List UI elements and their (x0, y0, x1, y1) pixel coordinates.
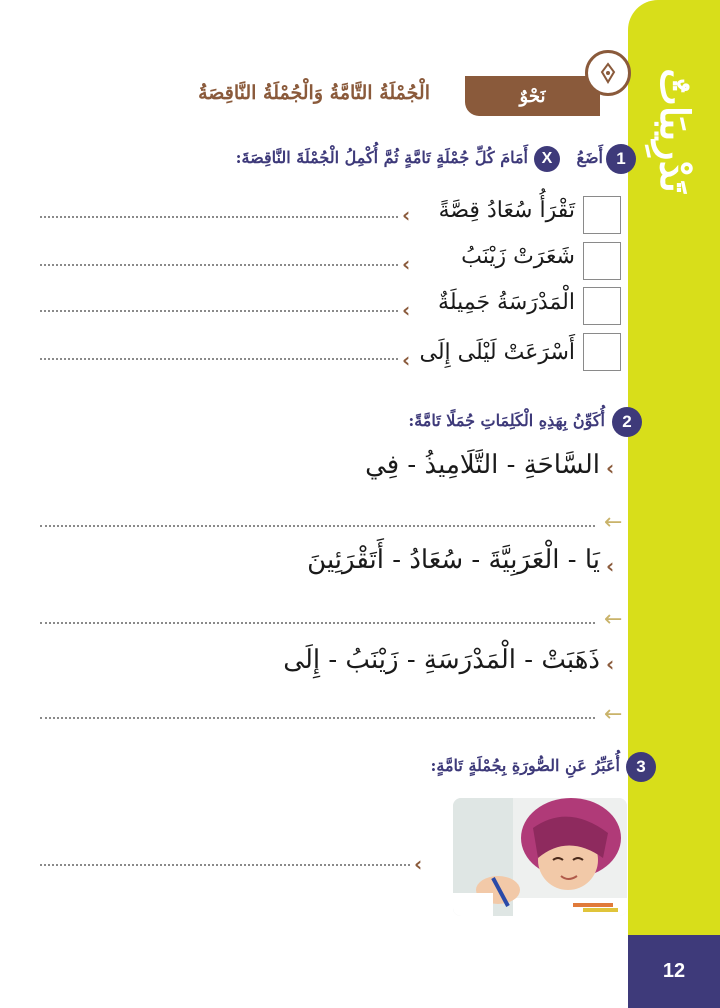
exercise-2-instruction: أُكَوِّنُ بِهَذِهِ الْكَلِمَاتِ جُمَلًا تَامَّةً: (408, 411, 605, 430)
exercise-1-instruction-start: أَضَعُ (576, 148, 603, 167)
chevron-left-icon: ‹ (402, 252, 411, 276)
x-mark-badge: X (534, 146, 560, 172)
chevron-left-icon: ‹ (402, 203, 411, 227)
pen-nib-icon (585, 50, 631, 96)
child-writing-photo (453, 798, 627, 916)
checkbox-3[interactable] (583, 287, 621, 325)
answer-line-6[interactable] (40, 622, 595, 624)
chevron-left-icon: ‹ (402, 298, 411, 322)
page-number: 12 (662, 960, 686, 982)
answer-line-5[interactable] (40, 525, 595, 527)
arrow-left-icon: ← (604, 510, 623, 535)
exercise-1-instruction: أَمَامَ كُلِّ جُمْلَةٍ تَامَّةٍ ثُمَّ أُكْمِلُ الْجُمْلَةَ النَّاقِصَةَ: (235, 148, 528, 167)
word-set-2: يَا - الْعَرَبِيَّةَ - سُعَادُ - أَتَقْرَئِينَ (307, 545, 600, 575)
answer-line-4[interactable] (40, 358, 398, 360)
word-set-1: السَّاحَةِ - التَّلَامِيذُ - فِي (365, 450, 600, 480)
chevron-left-icon: ‹ (606, 652, 615, 676)
word-set-3: ذَهَبَتْ - الْمَدْرَسَةِ - زَيْنَبُ - إِلَى (283, 645, 600, 675)
chevron-left-icon: ‹ (606, 456, 615, 480)
exercise-3-number: 3 (626, 752, 656, 782)
exercise-2-number: 2 (612, 407, 642, 437)
exercise-3-instruction: أُعَبِّرُ عَنِ الصُّورَةِ بِجُمْلَةٍ تَامَّةٍ: (430, 756, 620, 775)
sidebar-title: تَدْرِيبَاتٌ (650, 67, 698, 193)
answer-line-2[interactable] (40, 264, 398, 266)
answer-line-3[interactable] (40, 310, 398, 312)
arrow-left-icon: ← (604, 607, 623, 632)
sentence-2: شَعَرَتْ زَيْنَبُ (461, 244, 575, 269)
answer-line-1[interactable] (40, 216, 398, 218)
checkbox-4[interactable] (583, 333, 621, 371)
sentence-3: الْمَدْرَسَةُ جَمِيلَةٌ (438, 290, 575, 315)
answer-line-8[interactable] (40, 864, 410, 866)
arrow-left-icon: ← (604, 702, 623, 727)
sentence-1: تَقْرَأُ سُعَادُ قِصَّةً (438, 198, 575, 223)
page-title: الْجُمْلَةُ التَّامَّةُ وَالْجُمْلَةُ النَّاقِصَةُ (198, 82, 430, 104)
checkbox-1[interactable] (583, 196, 621, 234)
checkbox-2[interactable] (583, 242, 621, 280)
sentence-4: أَسْرَعَتْ لَيْلَى إِلَى (419, 340, 575, 365)
answer-line-7[interactable] (40, 717, 595, 719)
page-number-box (628, 935, 720, 1008)
chevron-left-icon: ‹ (414, 852, 423, 876)
exercise-1-number: 1 (606, 144, 636, 174)
chevron-left-icon: ‹ (402, 348, 411, 372)
section-tag: نَحْوٌ (465, 76, 600, 116)
chevron-left-icon: ‹ (606, 554, 615, 578)
